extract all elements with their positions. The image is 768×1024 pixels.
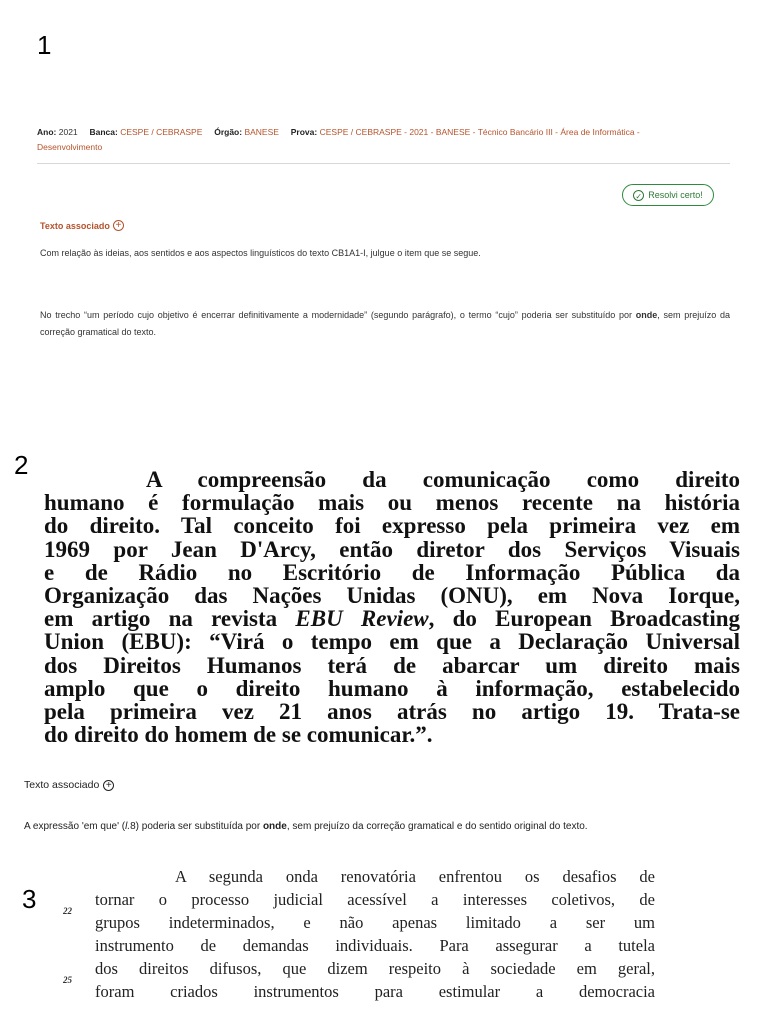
text-line: pela primeira vez 21 anos atrás no artigo 19. Trata-se bbox=[44, 698, 740, 724]
text-line: Union (EBU): “Virá o tempo em que a Declaração Universal bbox=[44, 629, 740, 655]
item-bold: onde bbox=[635, 310, 658, 320]
ano-value: 2021 bbox=[58, 127, 78, 137]
texto-associado-link-2[interactable] bbox=[24, 779, 114, 791]
question-item-2 bbox=[24, 821, 588, 832]
text-line: instrumento de demandas individuais. Para assegurar a tutela bbox=[95, 936, 655, 955]
question-statement: Com relação às ideias, aos sentidos e aos aspectos linguísticos do texto CB1A1-I, julgue o item que se segue. bbox=[40, 248, 481, 258]
text-line: e de Rádio no Escritório de Informação Pública da bbox=[44, 559, 740, 585]
banca-link[interactable]: CESPE / CEBRASPE bbox=[120, 127, 203, 137]
text-line: grupos indeterminados, e não apenas limitado a ser um bbox=[95, 913, 655, 932]
orgao-link[interactable]: BANESE bbox=[244, 127, 279, 137]
resolvi-certo-button[interactable] bbox=[622, 184, 714, 206]
journal-title: EBU Review bbox=[295, 606, 429, 632]
text-line: humano é formulação mais ou menos recente na história bbox=[44, 490, 740, 516]
prova-label: Prova: bbox=[290, 127, 318, 137]
text-line: do direito. Tal conceito foi expresso pela primeira vez em bbox=[44, 513, 740, 539]
text-fragment: , do European Broadcasting bbox=[428, 606, 741, 632]
line-number: 25 bbox=[63, 975, 72, 985]
check-circle-icon: ✓ bbox=[633, 190, 644, 201]
question-item bbox=[40, 307, 730, 341]
text-excerpt-3 bbox=[95, 865, 655, 1003]
line-ref: l. bbox=[125, 821, 131, 832]
section-number-3: 3 bbox=[22, 884, 37, 914]
texto-associado-label: Texto associado bbox=[24, 779, 100, 791]
item-text-2: , sem prejuízo da correção gramatical do texto. bbox=[40, 310, 730, 337]
section-number-1: 1 bbox=[37, 30, 52, 60]
texto-associado-label: Texto associado bbox=[40, 220, 110, 231]
text-line: do direito do homem de se comunicar.”. bbox=[44, 722, 433, 748]
text-line: A compreensão da comunicação como direito bbox=[146, 467, 740, 492]
section-number-2: 2 bbox=[14, 450, 29, 480]
plus-circle-icon: + bbox=[103, 780, 114, 791]
text-line: amplo que o direito humano à informação, estabelecido bbox=[44, 675, 740, 701]
prova-link-cont[interactable]: Desenvolvimento bbox=[37, 142, 103, 152]
line-ref-num: 8 bbox=[130, 821, 136, 832]
item-text-1: No trecho “um período cujo objetivo é encerrar definitivamente a modernidade” (segundo parágrafo), o termo “cujo” poderia ser substituído por bbox=[40, 310, 636, 320]
item-text: A expressão 'em que' ( bbox=[24, 821, 126, 832]
texto-associado-link[interactable] bbox=[40, 220, 124, 231]
text-line: A segunda onda renovatória enfrentou os desafios de bbox=[175, 867, 655, 886]
text-line: 1969 por Jean D'Arcy, então diretor dos Serviços Visuais bbox=[44, 536, 740, 562]
plus-circle-icon: + bbox=[113, 220, 124, 231]
text-fragment: em artigo na revista bbox=[44, 606, 278, 632]
text-line: tornar o processo judicial acessível a interesses coletivos, de bbox=[95, 890, 655, 909]
prova-link[interactable]: CESPE / CEBRASPE - 2021 - BANESE - Técnico Bancário III - Área de Informática - bbox=[319, 127, 640, 137]
question-meta bbox=[37, 125, 737, 155]
item-bold: onde bbox=[262, 821, 287, 832]
item-text: ) poderia ser substituída por bbox=[135, 821, 263, 832]
banca-label: Banca: bbox=[89, 127, 118, 137]
ano-label: Ano: bbox=[37, 127, 57, 137]
item-text: , sem prejuízo da correção gramatical e do sentido original do texto. bbox=[286, 821, 588, 832]
text-line: dos Direitos Humanos terá de abarcar um direito mais bbox=[44, 652, 740, 678]
divider bbox=[37, 163, 730, 164]
text-excerpt-2 bbox=[44, 468, 740, 746]
text-line: Organização das Nações Unidas (ONU), em Nova Iorque, bbox=[44, 582, 740, 608]
text-line: dos direitos difusos, que dizem respeito à sociedade em geral, bbox=[95, 959, 655, 978]
text-line: foram criados instrumentos para estimular a democracia bbox=[95, 982, 655, 1001]
resolvi-label: Resolvi certo! bbox=[648, 190, 703, 200]
orgao-label: Órgão: bbox=[214, 127, 243, 137]
text-line bbox=[44, 607, 740, 630]
line-number: 22 bbox=[63, 906, 72, 916]
